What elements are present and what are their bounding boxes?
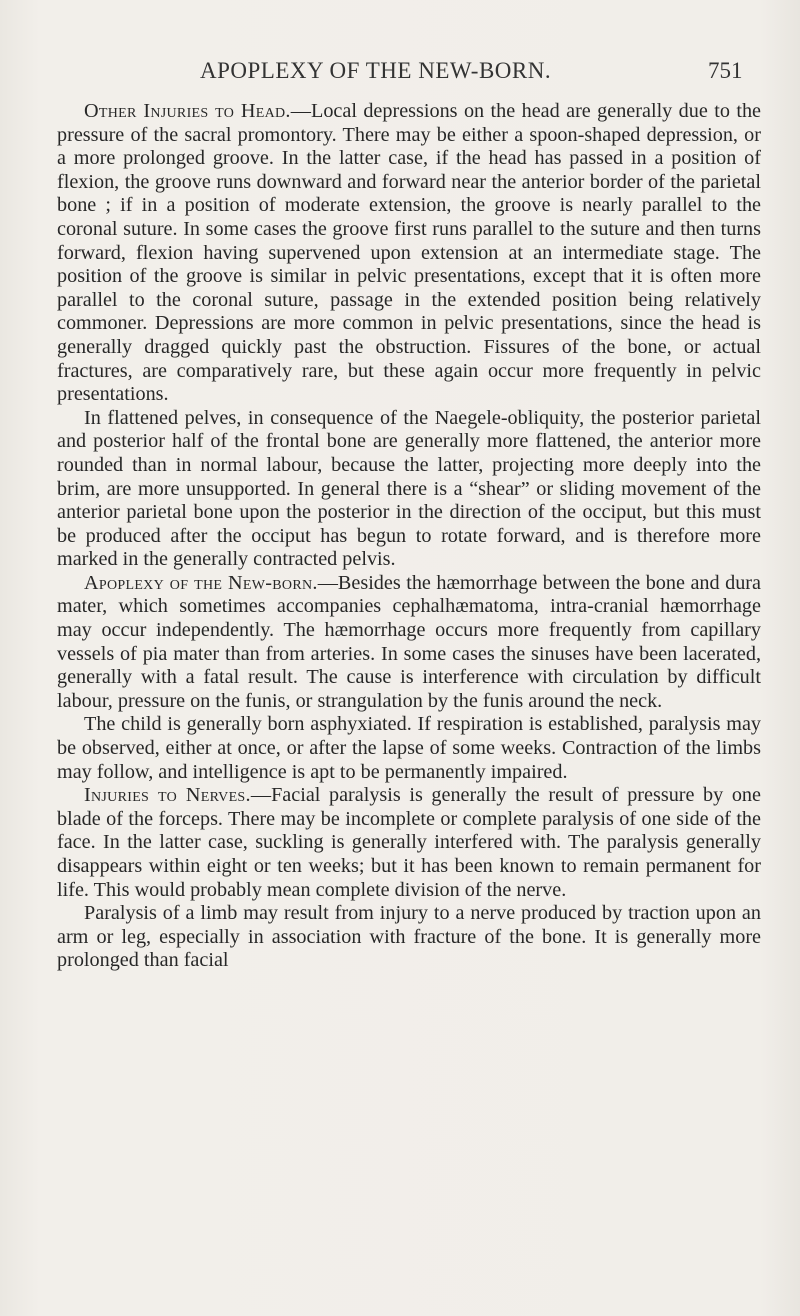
paragraph-text: The child is generally born asphyxiated. If respiration is established, paralysis may be observed, either at once, or after the lapse of some weeks. Contraction of the limbs may follow, and intelligence is apt to be permanently impaired. [57,713,761,783]
running-head [0,58,800,92]
running-title: APOPLEXY OF THE NEW-BORN. [200,58,552,83]
paragraph-injuries-to-nerves [57,784,761,902]
paragraph-text: In flattened pelves, in consequence of the Naegele-obliquity, the posterior parietal and posterior half of the frontal bone are generally more flattened, the anterior more rounded than in normal labour, because the latter, projecting more deeply into the brim, are more unsupported. In general there is a “shear” or sliding movement of the anterior parietal bone upon the posterior in the direction of the occiput, but this must be produced after the occiput has begun to rotate forward, and is therefore more marked in the generally contracted pelvis. [57,406,761,571]
paragraph-flattened-pelves [57,407,761,572]
body-text [57,100,761,973]
paragraph-text: Paralysis of a limb may result from injury to a nerve produced by traction upon an arm or leg, especially in association with fracture of the bone. It is generally more prolonged than facial [57,902,761,972]
paragraph-text: —Local depressions on the head are generally due to the pressure of the sacral promontory. There may be either a spoon-shaped depression, or a more prolonged groove. In the latter case, if the head has passed in a position of flexion, the groove runs downward and forward near the anterior border of the parietal bone ; if in a position of moderate extension, the groove is nearly parallel to the coronal suture. In some cases the groove first runs parallel to the suture and then turns forward, flexion having supervened upon extension at an intermediate stage. The position of the groove is similar in pelvic presentations, except that it is often more parallel to the coronal suture, passage in the extended position being relatively commoner. Depressions are more common in pelvic presentations, since the head is generally dragged quickly past the obstruction. Fissures of the bone, or actual fractures, are comparatively rare, but these again occur more frequently in pelvic presentations. [57,100,761,406]
paragraph-paralysis-of-limb [57,902,761,973]
section-heading-apoplexy-of-the-new-born: Apoplexy of the New-born. [84,571,318,594]
paragraph-text: —Besides the hæmorrhage between the bone and dura mater, which sometimes accompanies cephalhæmatoma, intra-cranial hæmorrhage may occur independently. The hæmorrhage occurs more frequently from capillary vessels of pia mater than from arteries. In some cases the sinuses have been lacerated, generally with a fatal result. The cause is interference with circulation by difficult labour, pressure on the funis, or strangulation by the funis around the neck. [57,571,761,712]
paragraph-child-asphyxiated [57,713,761,784]
paragraph-text: —Facial paralysis is generally the result of pressure by one blade of the forceps. There may be incomplete or complete paralysis of one side of the face. In the latter case, suckling is generally interfered with. The paralysis generally disappears within eight or ten weeks; but it has been known to remain permanent for life. This would probably mean complete division of the nerve. [57,784,761,901]
paragraph-apoplexy-of-the-new-born [57,572,761,714]
section-heading-other-injuries-to-head: Other Injuries to Head. [84,100,291,122]
page-number: 751 [708,58,743,83]
paragraph-other-injuries-to-head [57,100,761,407]
section-heading-injuries-to-nerves: Injuries to Nerves. [84,784,251,807]
